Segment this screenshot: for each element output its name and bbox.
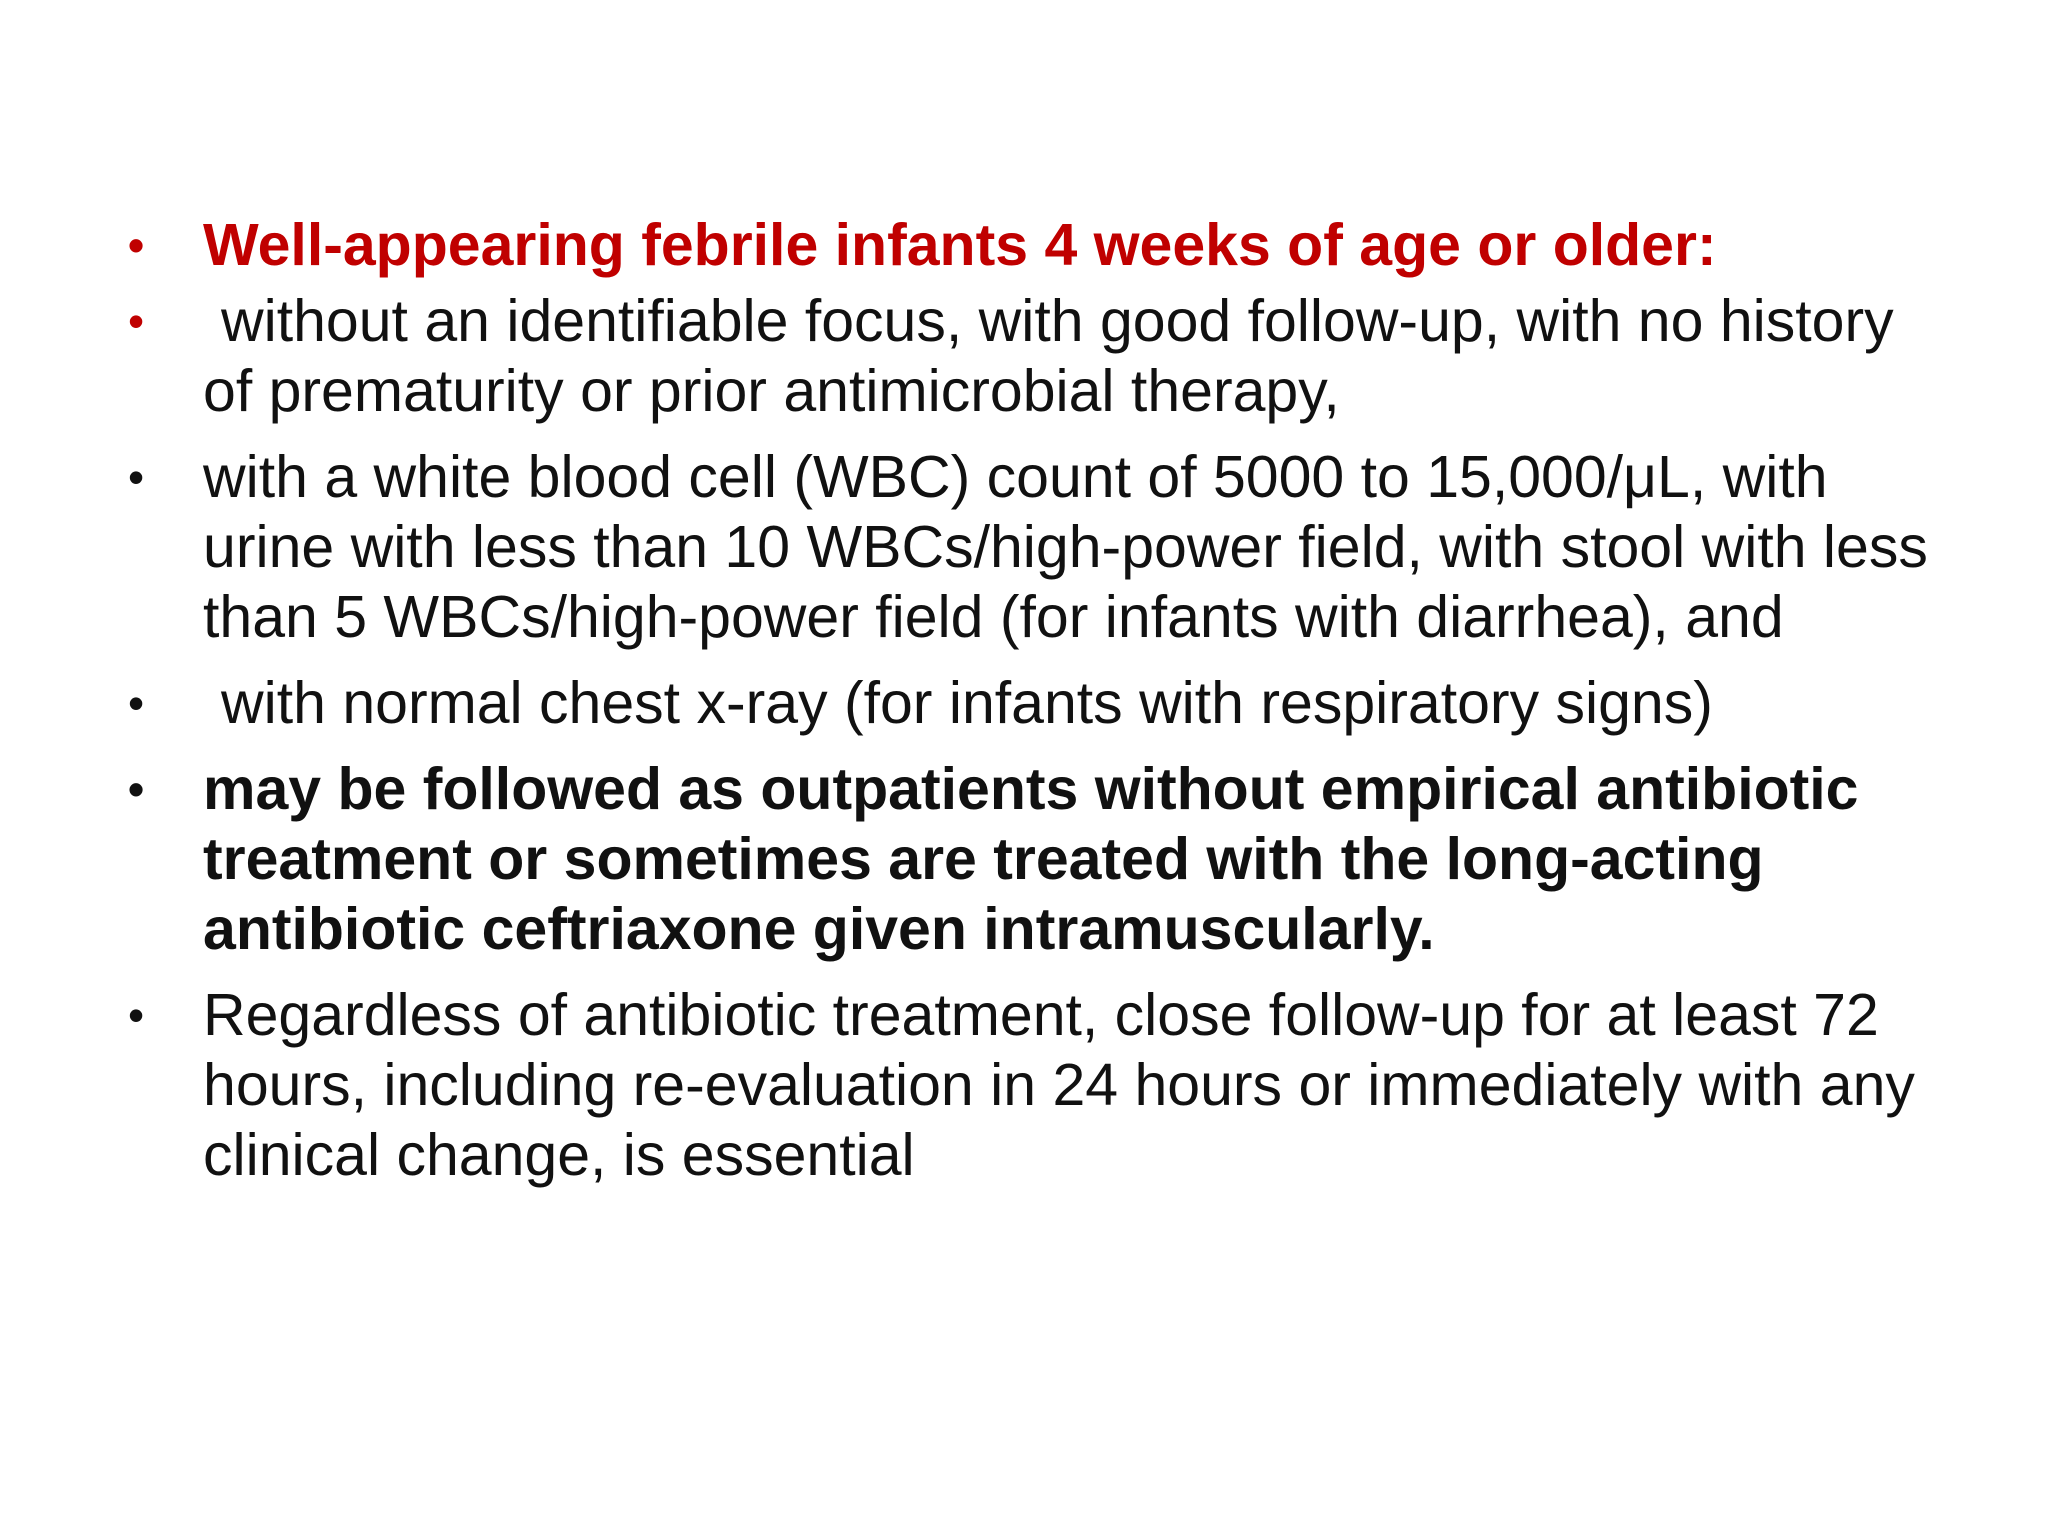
- bullet-item-heading: [128, 210, 1948, 280]
- bullet-text: may be followed as outpatients without empirical antibiotic treatment or sometimes are treated with the long-acting antibiotic ceftriaxone given intramuscularly.: [203, 756, 1859, 962]
- bullet-text: Regardless of antibiotic treatment, close follow-up for at least 72 hours, including re-evaluation in 24 hours or immediately with any clinical change, is essential: [203, 982, 1915, 1188]
- bullet-list: [128, 210, 1948, 1206]
- bullet-marker: •: [128, 677, 145, 729]
- bullet-marker: •: [128, 989, 145, 1041]
- bullet-item-follow-up: [128, 980, 1948, 1190]
- bullet-text: Well-appearing febrile infants 4 weeks of age or older:: [203, 212, 1717, 278]
- bullet-item-wbc-count: [128, 442, 1948, 652]
- bullet-text: without an identifiable focus, with good follow-up, with no history of prematurity or prior antimicrobial therapy,: [203, 288, 1894, 424]
- bullet-item-no-focus: [128, 286, 1948, 426]
- bullet-marker: •: [128, 295, 145, 347]
- bullet-text: with normal chest x-ray (for infants with respiratory signs): [221, 670, 1713, 736]
- bullet-marker: •: [128, 451, 145, 503]
- bullet-text: with a white blood cell (WBC) count of 5000 to 15,000/μL, with urine with less than 10 WBCs/high-power field, with stool with less than 5 WBCs/high-power field (for infants with diarrhea), and: [203, 444, 1928, 650]
- bullet-item-outpatient: [128, 754, 1948, 964]
- bullet-marker: •: [128, 763, 145, 815]
- bullet-marker: •: [128, 219, 145, 271]
- bullet-item-chest-xray: [128, 668, 1948, 738]
